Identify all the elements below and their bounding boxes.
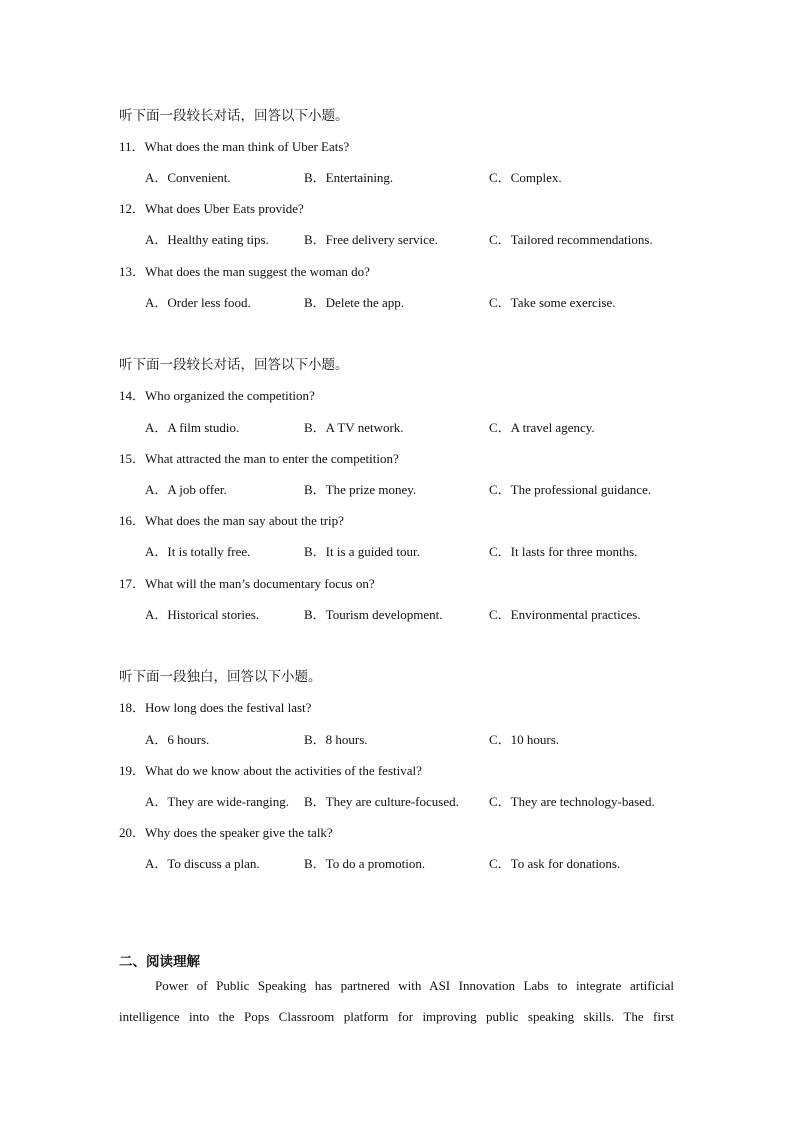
q20-option-a: A．To discuss a plan. xyxy=(145,856,260,871)
q16-option-b: B．It is a guided tour. xyxy=(304,544,420,559)
question-17: 17．What will the man’s documentary focus on? xyxy=(119,576,375,591)
q12-option-c: C．Tailored recommendations. xyxy=(489,232,653,247)
q13-option-b: B．Delete the app. xyxy=(304,295,404,310)
q11-option-b: B．Entertaining. xyxy=(304,170,394,185)
q19-option-c: C．They are technology-based. xyxy=(489,794,655,809)
question-18: 18．How long does the festival last? xyxy=(119,700,312,715)
q11-option-c: C．Complex. xyxy=(489,170,562,185)
section-heading-2: 听下面一段较长对话，回答以下小题。 xyxy=(119,357,349,372)
q19-option-b: B．They are culture-focused. xyxy=(304,794,459,809)
q15-option-b: B．The prize money. xyxy=(304,482,417,497)
q12-option-b: B．Free delivery service. xyxy=(304,232,438,247)
passage-line-2: intelligence into the Pops Classroom platform for improving public speaking skills. The first xyxy=(119,1009,674,1024)
section-heading-3: 听下面一段独白，回答以下小题。 xyxy=(119,669,322,684)
q19-option-a: A．They are wide-ranging. xyxy=(145,794,290,809)
q14-option-c: C．A travel agency. xyxy=(489,420,595,435)
question-14: 14．Who organized the competition? xyxy=(119,388,315,403)
q16-option-a: A．It is totally free. xyxy=(145,544,251,559)
q13-option-c: C．Take some exercise. xyxy=(489,295,616,310)
q20-option-c: C．To ask for donations. xyxy=(489,856,621,871)
question-12: 12．What does Uber Eats provide? xyxy=(119,201,304,216)
question-19: 19．What do we know about the activities of the festival? xyxy=(119,763,422,778)
q14-option-b: B．A TV network. xyxy=(304,420,404,435)
q11-option-a: A．Convenient. xyxy=(145,170,231,185)
q18-option-b: B．8 hours. xyxy=(304,732,368,747)
q13-option-a: A．Order less food. xyxy=(145,295,251,310)
question-20: 20．Why does the speaker give the talk? xyxy=(119,825,333,840)
q18-option-a: A．6 hours. xyxy=(145,732,210,747)
question-11: 11．What does the man think of Uber Eats? xyxy=(119,139,350,154)
question-16: 16．What does the man say about the trip? xyxy=(119,513,344,528)
question-15: 15．What attracted the man to enter the competition? xyxy=(119,451,399,466)
q20-option-b: B．To do a promotion. xyxy=(304,856,426,871)
q18-option-c: C．10 hours. xyxy=(489,732,560,747)
q15-option-c: C．The professional guidance. xyxy=(489,482,652,497)
q14-option-a: A．A film studio. xyxy=(145,420,240,435)
q12-option-a: A．Healthy eating tips. xyxy=(145,232,269,247)
passage-line-1: Power of Public Speaking has partnered with ASI Innovation Labs to integrate artificial xyxy=(155,978,674,993)
q17-option-c: C．Environmental practices. xyxy=(489,607,641,622)
q16-option-c: C．It lasts for three months. xyxy=(489,544,638,559)
q17-option-b: B．Tourism development. xyxy=(304,607,443,622)
part-two-title: 二、阅读理解 xyxy=(119,954,200,969)
question-13: 13．What does the man suggest the woman do? xyxy=(119,264,370,279)
section-heading-1: 听下面一段较长对话，回答以下小题。 xyxy=(119,108,349,123)
q15-option-a: A．A job offer. xyxy=(145,482,227,497)
q17-option-a: A．Historical stories. xyxy=(145,607,260,622)
